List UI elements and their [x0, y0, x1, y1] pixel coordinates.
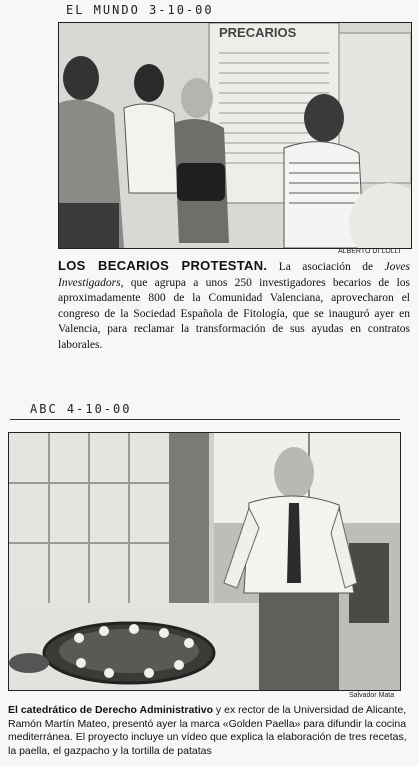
clip1-caption — [58, 258, 410, 353]
clip1-photo-credit: ALBERTO DI LOLLI — [338, 248, 401, 255]
clip1-handwritten-header: EL MUNDO 3-10-00 — [66, 3, 214, 17]
clip2-header-rule — [10, 419, 400, 420]
clip2-caption-rest: y ex rector de la Universidad de Alicante, Ramón Martín Mateo, presentó ayer la marca «Golden Paella» para difundir la cocina mediterránea. El proyecto incluye un vídeo que explica la elaboración de tres recetas, la paella, el gazpacho y la tortilla de patatas — [8, 704, 407, 757]
clip1-protest-photo — [58, 22, 412, 249]
clip1-sign-text: PRECARIOS — [219, 25, 297, 40]
clip1-headline: LOS BECARIOS PROTESTAN. — [58, 258, 268, 273]
clip2-paella-photo — [8, 432, 401, 691]
clip2-photo-credit: Salvador Mata — [349, 692, 395, 699]
clip2-handwritten-header: ABC 4-10-00 — [30, 402, 132, 416]
clip2-caption — [8, 704, 412, 758]
clip2-headline: El catedrático de Derecho Administrativo — [8, 704, 214, 716]
clip1-caption-italic: Joves Investigadors — [58, 261, 411, 289]
paella-photo-illustration — [9, 433, 400, 690]
clip1-caption-after: , que agrupa a unos 250 investigadores becarios de los aproximadamente 800 de la Comunidad Valenciana, aprovecharon el congreso de la Sociedad Española de Fitología, que se inauguró ayer en Valencia, para reclamar la transformación de sus ayudas en contratos laborales. — [58, 276, 410, 351]
protest-photo-illustration — [59, 23, 411, 248]
clip1-caption-before: La asociación de — [278, 261, 385, 273]
